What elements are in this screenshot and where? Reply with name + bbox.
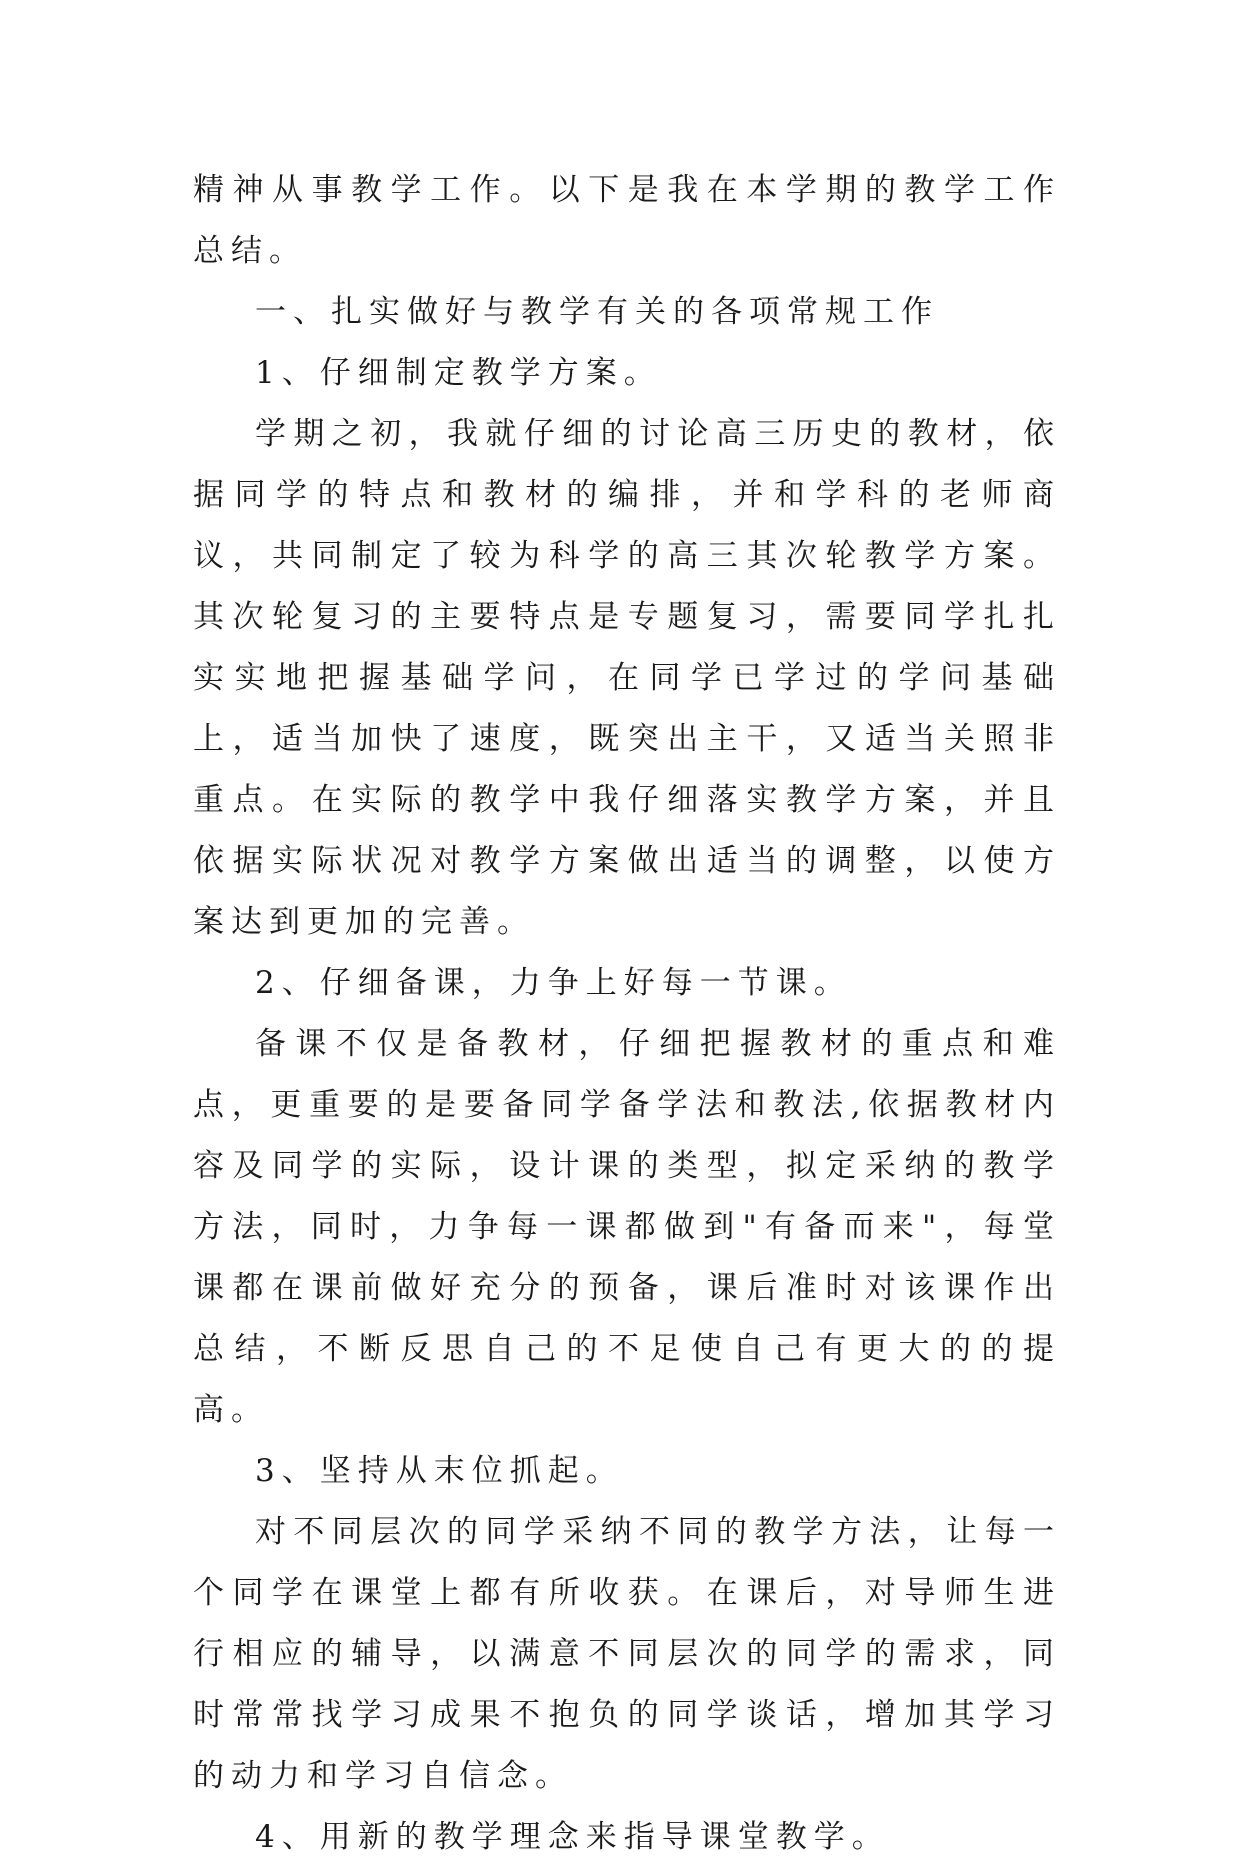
paragraph-3: 对不同层次的同学采纳不同的教学方法，让每一个同学在课堂上都有所收获。在课后，对导师生进行相应的辅导，以满意不同层次的同学的需求，同时常常找学习成果不抱负的同学谈话，增加其学习的动力和学习自信念。 xyxy=(193,1514,1061,1794)
subheading-3: 3、坚持从末位抓起。 xyxy=(255,1453,624,1489)
subheading-4: 4、用新的教学理念来指导课堂教学。 xyxy=(255,1819,890,1855)
subheading-1: 1、仔细制定教学方案。 xyxy=(255,355,662,391)
paragraph-2: 备课不仅是备教材，仔细把握教材的重点和难点，更重要的是要备同学备学法和教法,依据教材内容及同学的实际，设计课的类型，拟定采纳的教学方法，同时，力争每一课都做到"有备而来"，每堂课都在课前做好充分的预备，课后准时对该课作出总结，不断反思自己的不足使自己有更大的的提高。 xyxy=(193,1026,1061,1428)
paragraph-continuation: 精神从事教学工作。以下是我在本学期的教学工作总结。 xyxy=(193,172,1061,269)
paragraph-1: 学期之初，我就仔细的讨论高三历史的教材，依据同学的特点和教材的编排，并和学科的老师商议，共同制定了较为科学的高三其次轮教学方案。其次轮复习的主要特点是专题复习，需要同学扎扎实实地把握基础学问，在同学已学过的学问基础上，适当加快了速度，既突出主干，又适当关照非重点。在实际的教学中我仔细落实教学方案，并且依据实际状况对教学方案做出适当的调整，以使方案达到更加的完善。 xyxy=(193,416,1061,940)
subheading-2: 2、仔细备课，力争上好每一节课。 xyxy=(255,965,852,1001)
document-body xyxy=(193,160,1061,1868)
section-heading-1: 一、扎实做好与教学有关的各项常规工作 xyxy=(255,294,939,330)
